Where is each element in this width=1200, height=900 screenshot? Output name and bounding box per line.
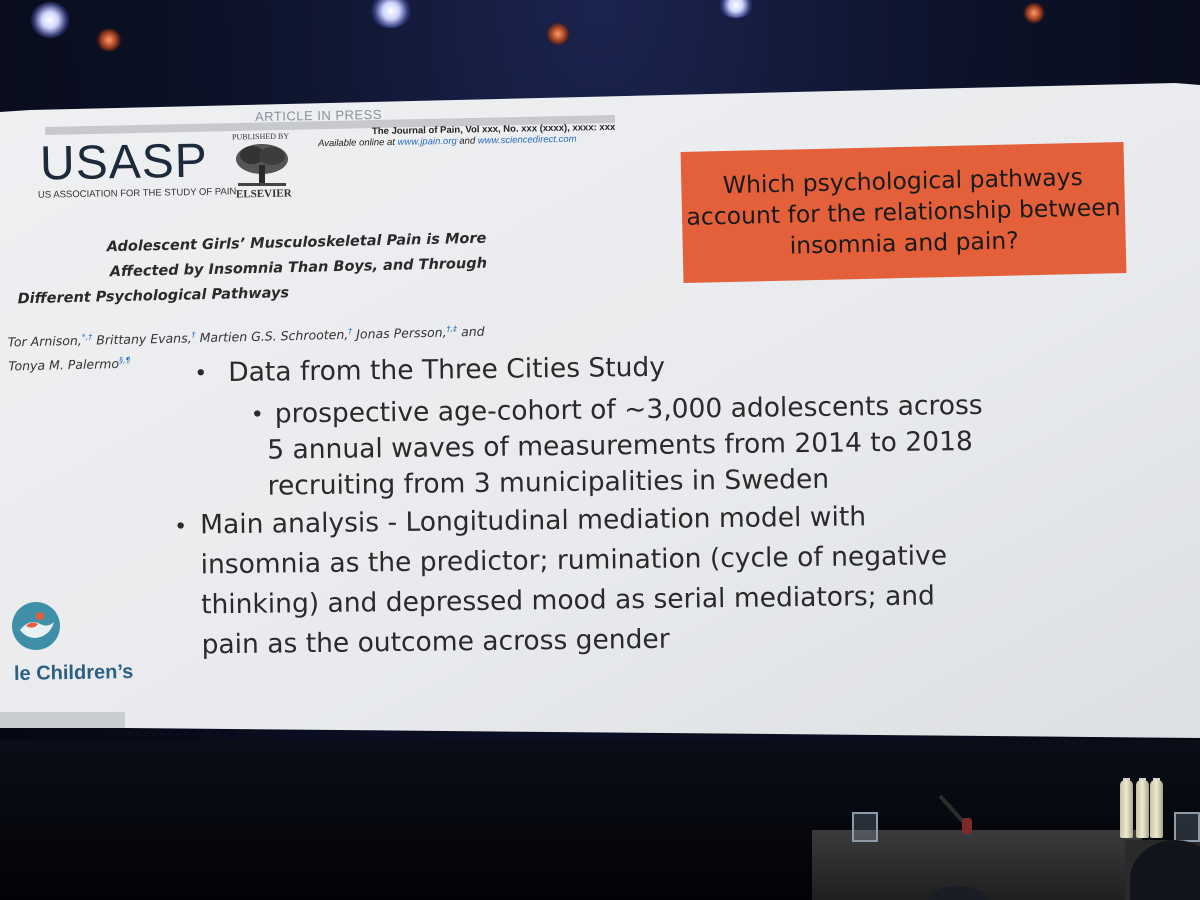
- bullet-text: insomnia as the predictor; rumination (cycle of negative: [200, 540, 948, 581]
- author-name: Brittany Evans,: [92, 330, 192, 348]
- author-and: and: [456, 323, 485, 340]
- availability-and: and: [456, 135, 478, 147]
- author-affiliation: *,†: [81, 332, 93, 342]
- question-box: [681, 142, 1127, 283]
- author-affiliation: §,¶: [118, 355, 131, 365]
- published-by-label: PUBLISHED BY: [231, 131, 290, 142]
- bullet-item: [152, 494, 1164, 666]
- journal-availability: [318, 134, 577, 150]
- paper-title-line: Adolescent Girls’ Musculoskeletal Pain is More: [106, 230, 487, 256]
- childrens-hospital-logo-icon: [10, 600, 62, 652]
- elsevier-label: ELSEVIER: [235, 187, 292, 201]
- article-in-press-label: ARTICLE IN PRESS: [254, 106, 383, 125]
- author-affiliation: †,‡: [446, 324, 458, 334]
- author-affiliation: †: [348, 326, 353, 336]
- sub-bullet-text: prospective age-cohort of ~3,000 adolescents across: [274, 389, 983, 430]
- author-affiliation: †: [191, 330, 196, 340]
- author-name: Tonya M. Palermo: [8, 356, 120, 374]
- journal-citation: The Journal of Pain, Vol xxx, No. xxx (xxxx), xxxx: xxx: [371, 121, 616, 138]
- availability-prefix: Available online at: [317, 136, 398, 150]
- microphone-base: [962, 818, 972, 834]
- water-bottle: [1136, 780, 1149, 838]
- author-name: Martien G.S. Schrooten,: [195, 326, 349, 346]
- bullet-text: thinking) and depressed mood as serial mediators; and: [200, 580, 936, 621]
- bullet-text: Data from the Three Cities Study: [228, 351, 666, 389]
- water-glass: [1174, 812, 1200, 842]
- sub-bullet-item: [151, 386, 1162, 506]
- elsevier-tree-icon: [232, 143, 292, 189]
- usasp-logo-subtitle: US ASSOCIATION FOR THE STUDY OF PAIN: [37, 186, 237, 201]
- water-bottle: [1150, 780, 1163, 838]
- paper-title: [16, 227, 488, 313]
- childrens-hospital-logo-text: le Children’s: [13, 660, 134, 686]
- paper-title-line: Affected by Insomnia Than Boys, and Through: [109, 255, 488, 281]
- sub-bullet-text: 5 annual waves of measurements from 2014 to 2018: [267, 425, 973, 466]
- water-glass: [852, 812, 878, 842]
- usasp-logo: USASP: [39, 134, 209, 191]
- bullet-icon: •: [194, 361, 208, 387]
- jpain-link[interactable]: www.jpain.org: [397, 135, 457, 148]
- bullet-text: Main analysis - Longitudinal mediation model with: [199, 501, 867, 541]
- author-name: Jonas Persson,: [352, 324, 447, 342]
- sub-bullet-text: recruiting from 3 municipalities in Sweden: [267, 463, 830, 502]
- water-bottle: [1120, 780, 1133, 838]
- bullet-text: pain as the outcome across gender: [201, 623, 670, 661]
- sub-bullet-icon: •: [250, 402, 264, 428]
- sciencedirect-link[interactable]: www.sciencedirect.com: [477, 133, 577, 147]
- bullet-list: [150, 338, 1164, 666]
- bullet-icon: •: [174, 514, 188, 540]
- research-question: Which psychological pathways account for the relationship between insomnia and pain?: [686, 162, 1121, 260]
- paper-title-line: Different Psychological Pathways: [17, 285, 290, 308]
- bullet-item: [150, 344, 1160, 392]
- author-name: Tor Arnison,: [7, 332, 82, 350]
